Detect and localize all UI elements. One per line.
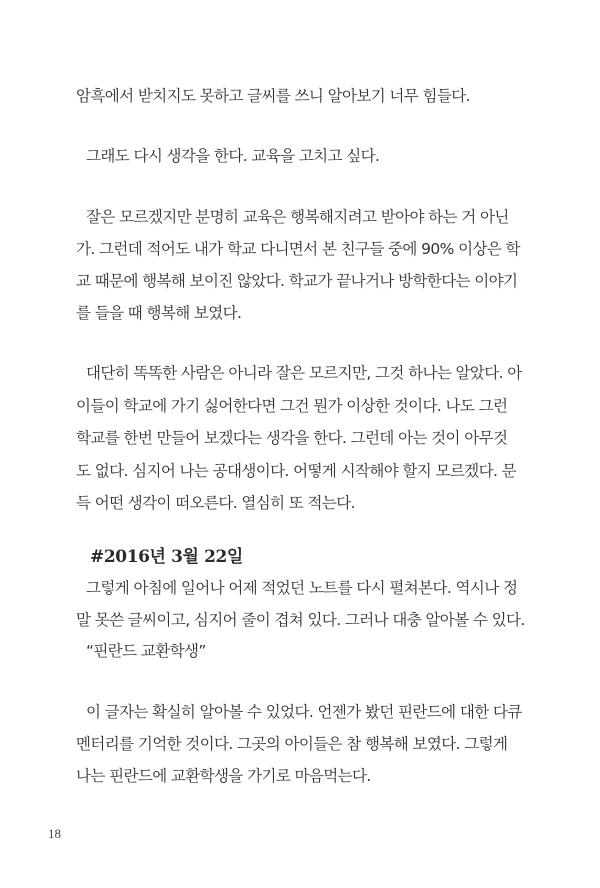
paragraph-6-line-3: 나는 핀란드에 교환학생을 가기로 마음먹는다. [76,767,371,785]
paragraph-4-line-4: 도 없다. 심지어 나는 공대생이다. 어떻게 시작해야 할지 모르겠다. 문 [76,462,516,480]
paragraph-2-line-1: 그래도 다시 생각을 한다. 교육을 고치고 싶다. [86,147,380,165]
paragraph-3-line-4: 를 들을 때 행복해 보였다. [76,304,242,322]
paragraph-4-line-2: 이들이 학교에 가기 싫어한다면 그건 뭔가 이상한 것이다. 나도 그런 [76,397,508,415]
paragraph-1-line-1: 암흑에서 받치지도 못하고 글씨를 쓰니 알아보기 너무 힘들다. [76,87,470,105]
paragraph-3-line-3: 교 때문에 행복해 보이진 않았다. 학교가 끝나거나 방학한다는 이야기 [76,272,518,290]
paragraph-4-line-3: 학교를 한번 만들어 보겠다는 생각을 한다. 그런데 아는 것이 아무것 [76,429,508,447]
paragraph-4-line-5: 득 어떤 생각이 떠오른다. 열심히 또 적는다. [76,494,355,512]
paragraph-3-line-1: 잘은 모르겠지만 분명히 교육은 행복해지려고 받아야 하는 거 아닌 [86,208,509,226]
quoted-phrase: “핀란드 교환학생” [86,642,206,660]
paragraph-3-line-2: 가. 그런데 적어도 내가 학교 다니면서 본 친구들 중에 90% 이상은 학 [76,240,520,258]
date-heading: #2016년 3월 22일 [90,547,243,567]
paragraph-4-line-1: 대단히 똑똑한 사람은 아니라 잘은 모르지만, 그것 하나는 알았다. 아 [86,364,522,382]
page-number: 18 [48,826,61,841]
paragraph-6-line-2: 멘터리를 기억한 것이다. 그곳의 아이들은 참 행복해 보였다. 그렇게 [76,735,508,753]
paragraph-5-line-1: 그렇게 아침에 일어나 어제 적었던 노트를 다시 펼쳐본다. 역시나 정 [86,579,518,597]
paragraph-5-line-2: 말 못쓴 글씨이고, 심지어 줄이 겹쳐 있다. 그러나 대충 알아볼 수 있다. [76,611,525,629]
paragraph-6-line-1: 이 글자는 확실히 알아볼 수 있었다. 언젠가 봤던 핀란드에 대한 다큐 [86,703,522,721]
